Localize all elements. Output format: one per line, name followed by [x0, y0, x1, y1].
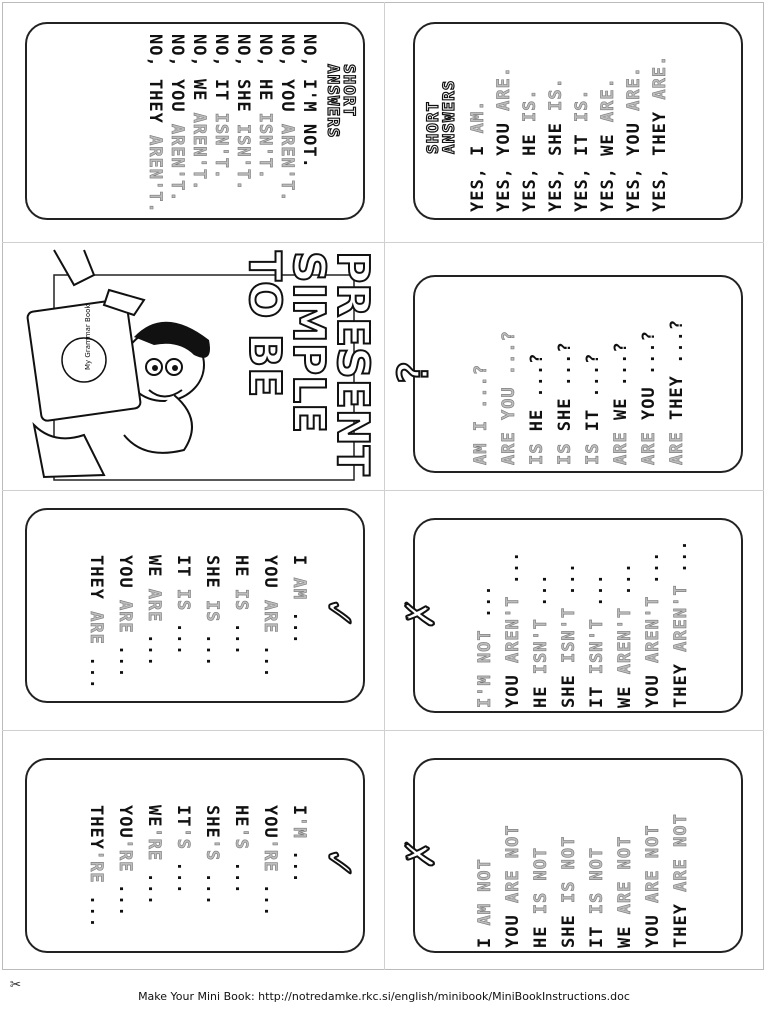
plain-word: ...	[503, 550, 523, 596]
text-line	[174, 555, 191, 656]
short-answers-yes-title: SHORT ANSWERS	[423, 79, 458, 154]
highlighted-word: IS NOT	[559, 835, 579, 904]
text-line	[261, 555, 278, 679]
text-line	[641, 330, 658, 465]
plain-word: THEY	[86, 555, 106, 612]
plain-word: WE	[615, 674, 635, 708]
text-line	[505, 551, 522, 708]
text-line	[574, 88, 591, 212]
highlighted-word: 'S	[231, 827, 251, 850]
highlighted-word: ARE	[86, 611, 106, 645]
highlighted-word: AREN'T	[643, 595, 663, 664]
highlighted-word: IS	[202, 599, 222, 623]
highlighted-word: ARE	[639, 431, 659, 465]
text-line	[116, 555, 133, 679]
highlighted-word: AREN'T.	[167, 123, 187, 203]
text-line	[529, 353, 546, 465]
plain-word: YES, I	[468, 133, 488, 212]
plain-word: YOU	[260, 805, 280, 839]
text-line	[613, 341, 630, 465]
plain-word: SHE	[559, 663, 579, 708]
fold-line-2	[2, 490, 764, 491]
plain-word: WE	[615, 914, 635, 948]
plain-word: ...	[173, 849, 193, 895]
text-line	[190, 34, 207, 191]
highlighted-word: AM NOT	[475, 858, 495, 926]
plain-word: ...	[260, 872, 280, 918]
text-line	[145, 805, 162, 906]
plain-word: I	[475, 925, 495, 948]
text-line	[477, 584, 494, 708]
highlighted-word: ISN'T.	[233, 123, 253, 192]
plain-word: IT	[587, 674, 607, 708]
plain-word: ...	[144, 622, 164, 668]
highlighted-word: IS	[231, 588, 251, 612]
plain-word: HE	[231, 555, 251, 589]
text-line	[626, 66, 643, 212]
text-line	[290, 555, 307, 645]
plain-word: ...	[173, 611, 193, 657]
highlighted-word: AM I ...?	[471, 363, 491, 465]
text-line	[645, 824, 662, 948]
plain-word: YOU	[643, 903, 663, 948]
text-line	[168, 34, 185, 203]
plain-word: YOU	[115, 555, 135, 600]
plain-word: IT	[173, 555, 193, 589]
plain-word: NO, YOU	[167, 34, 187, 124]
highlighted-word: ARE	[667, 431, 687, 465]
plain-word: ...	[115, 872, 135, 918]
highlighted-word: IS NOT	[531, 846, 551, 915]
text-line	[473, 364, 490, 465]
text-line	[561, 562, 578, 708]
plain-word: ...	[531, 573, 551, 619]
cross-mark-icon: ✗	[389, 599, 446, 629]
plain-word: YES, HE	[520, 122, 540, 212]
highlighted-word: IS.	[546, 77, 566, 111]
highlighted-word: AREN'T.	[189, 112, 209, 192]
plain-word: ...	[144, 861, 164, 907]
cover-panel	[14, 245, 378, 485]
card-negative-short	[389, 518, 743, 713]
plain-word: NO, THEY	[145, 34, 165, 136]
text-line	[87, 805, 104, 929]
plain-word: IT	[173, 805, 193, 828]
plain-word: WE ...?	[611, 341, 631, 432]
plain-word: WE	[144, 805, 164, 828]
text-line	[232, 805, 249, 895]
plain-word: ...	[671, 539, 691, 585]
highlighted-word: ISN'T.	[211, 112, 231, 181]
text-line	[673, 539, 690, 708]
plain-word: NO, SHE	[233, 34, 253, 124]
text-line	[617, 562, 634, 708]
highlighted-word: ISN'T.	[255, 112, 275, 181]
highlighted-word: ISN'T	[559, 606, 579, 664]
text-line	[501, 330, 518, 465]
plain-word: YOU	[503, 903, 523, 948]
card-affirmative-full	[25, 508, 368, 703]
card-negative-full	[389, 758, 743, 953]
highlighted-word: AM.	[468, 99, 488, 134]
plain-word: ...	[231, 611, 251, 657]
highlighted-word: ARE.	[494, 65, 514, 111]
text-line	[585, 353, 602, 465]
highlighted-word: ARE NOT	[671, 813, 691, 892]
text-line	[256, 34, 273, 180]
card-affirmative-contracted	[25, 758, 368, 953]
text-line	[533, 573, 550, 708]
book-label: My Grammar Book	[84, 304, 92, 370]
plain-word: ...	[559, 561, 579, 607]
highlighted-word: IS	[527, 442, 547, 465]
text-line	[645, 551, 662, 708]
highlighted-word: AREN'T	[503, 595, 523, 664]
plain-word: YES, SHE	[546, 110, 566, 212]
text-line	[669, 319, 686, 465]
plain-word: SHE	[202, 805, 222, 839]
plain-word: NO, IT	[211, 34, 231, 113]
plain-word: WE	[144, 555, 164, 589]
plain-word: I	[289, 805, 309, 817]
plain-word: ...	[289, 599, 309, 645]
plain-word: YOU	[260, 555, 280, 600]
question-mark-icon: ?	[388, 360, 438, 386]
highlighted-word: AREN'T	[671, 584, 691, 652]
text-line	[203, 805, 220, 906]
plain-word: SHE ...?	[555, 341, 575, 443]
highlighted-word: ARE NOT	[643, 824, 663, 904]
text-line	[203, 555, 220, 667]
cover-title	[239, 251, 378, 476]
highlighted-word: IS	[555, 442, 575, 465]
text-line	[652, 55, 669, 212]
highlighted-word: 'S	[202, 838, 222, 862]
highlighted-word: ARE.	[624, 65, 644, 111]
card-short-answers-yes	[413, 22, 743, 220]
highlighted-word: ISN'T	[531, 618, 551, 675]
text-line	[290, 805, 307, 884]
cross-mark-icon-2: ✗	[389, 839, 446, 869]
plain-word: ...	[231, 849, 251, 895]
plain-word: THEY	[86, 805, 106, 850]
plain-word: ...	[475, 584, 495, 630]
text-line	[522, 88, 539, 212]
plain-word: NO, YOU	[277, 34, 297, 124]
plain-word: I	[289, 555, 309, 578]
plain-word: NO, HE	[255, 34, 275, 113]
footer-text: Make Your Mini Book: http://notredamke.rkc.si/english/minibook/MiniBookInstructions.doc	[138, 990, 630, 1003]
plain-word: THEY	[671, 651, 691, 708]
cover-title-line2: SIMPLE	[283, 251, 334, 434]
text-line	[505, 824, 522, 948]
plain-word: HE ...?	[527, 352, 547, 443]
plain-word: ...	[289, 838, 309, 884]
text-line	[557, 341, 574, 465]
highlighted-word: IS NOT	[587, 846, 607, 915]
highlighted-word: YOU ...?	[499, 330, 519, 432]
plain-word: ...	[643, 550, 663, 596]
plain-word: ...	[115, 633, 135, 679]
highlighted-word: IS.	[572, 88, 592, 123]
text-line	[116, 805, 133, 917]
plain-word: YES, IT	[572, 122, 592, 212]
card-questions	[388, 275, 743, 473]
plain-word: YOU	[643, 663, 663, 708]
plain-word: ...	[86, 644, 106, 690]
text-line	[561, 836, 578, 948]
plain-word: THEY	[671, 891, 691, 948]
scissors-icon: ✂	[10, 974, 21, 995]
plain-word: YES, YOU	[494, 110, 514, 212]
highlighted-word: AREN'T.	[145, 135, 165, 214]
highlighted-word: AREN'T.	[277, 123, 297, 203]
highlighted-word: IS	[173, 588, 193, 612]
highlighted-word: 'RE	[86, 849, 106, 884]
highlighted-word: ARE	[499, 431, 519, 465]
plain-word: YES, YOU	[624, 110, 644, 212]
highlighted-word: I'M NOT	[475, 629, 495, 708]
highlighted-word: ARE NOT	[615, 835, 635, 915]
check-mark-icon: ✓	[313, 599, 368, 627]
text-line	[533, 847, 550, 948]
plain-word: ...	[202, 861, 222, 907]
text-line	[300, 34, 317, 169]
plain-word: YOU	[503, 663, 523, 708]
text-line	[174, 805, 191, 895]
text-line	[477, 858, 494, 948]
plain-word: YOU ...?	[639, 330, 659, 432]
highlighted-word: 'M	[289, 816, 309, 839]
cover-title-line3: TO BE	[239, 251, 290, 398]
card-short-answers-no	[25, 22, 365, 220]
highlighted-word: AREN'T	[615, 606, 635, 675]
text-line	[232, 555, 249, 656]
plain-word: YOU	[115, 805, 135, 839]
fold-line-vertical	[384, 2, 385, 970]
text-line	[87, 555, 104, 690]
highlighted-word: ARE	[260, 599, 280, 634]
text-line	[278, 34, 295, 203]
plain-word: IT	[587, 914, 607, 948]
check-mark-icon-2: ✓	[313, 849, 368, 877]
highlighted-word: 'RE	[144, 827, 164, 862]
plain-word: HE	[531, 674, 551, 708]
text-line	[212, 34, 229, 180]
text-line	[617, 836, 634, 948]
plain-word: ...	[615, 561, 635, 607]
text-line	[589, 573, 606, 708]
highlighted-word: IS	[583, 442, 603, 465]
plain-word: YES, THEY	[650, 99, 670, 212]
highlighted-word: ARE NOT	[503, 824, 523, 904]
highlighted-word: IS.	[520, 88, 540, 123]
text-line	[548, 77, 565, 212]
plain-word: ...	[86, 883, 106, 929]
highlighted-word: ARE	[611, 431, 631, 465]
plain-word: SHE	[202, 555, 222, 600]
text-line	[589, 847, 606, 948]
highlighted-word: 'RE	[260, 838, 280, 873]
highlighted-word: ARE.	[650, 54, 670, 100]
highlighted-word: ARE	[144, 588, 164, 623]
text-line	[600, 77, 617, 212]
plain-word: ...	[260, 633, 280, 679]
highlighted-word: ISN'T	[587, 618, 607, 675]
text-line	[496, 66, 513, 212]
plain-word: IT ...?	[583, 352, 603, 443]
plain-word: HE	[231, 805, 251, 828]
plain-word: ...	[202, 622, 222, 668]
text-line	[145, 555, 162, 667]
fold-line-1	[2, 242, 764, 243]
plain-word: NO, WE	[189, 34, 209, 113]
short-answers-no-title: SHORT ANSWERS	[324, 64, 359, 139]
text-line	[470, 100, 487, 212]
text-line	[146, 34, 163, 214]
plain-word: SHE	[559, 903, 579, 948]
plain-word: HE	[531, 914, 551, 948]
plain-word: YES, WE	[598, 122, 618, 212]
plain-word: THEY ...?	[667, 318, 687, 432]
highlighted-word: ARE.	[598, 77, 618, 123]
cover-title-line1: PRESENT	[327, 251, 378, 476]
highlighted-word: ARE	[115, 599, 135, 634]
plain-word: NO, I'M NOT.	[299, 34, 319, 169]
highlighted-word: AM	[289, 577, 309, 600]
highlighted-word: 'RE	[115, 838, 135, 873]
text-line	[261, 805, 278, 917]
fold-line-3	[2, 730, 764, 731]
highlighted-word: 'S	[173, 827, 193, 850]
text-line	[673, 813, 690, 948]
text-line	[234, 34, 251, 191]
plain-word: ...	[587, 573, 607, 619]
